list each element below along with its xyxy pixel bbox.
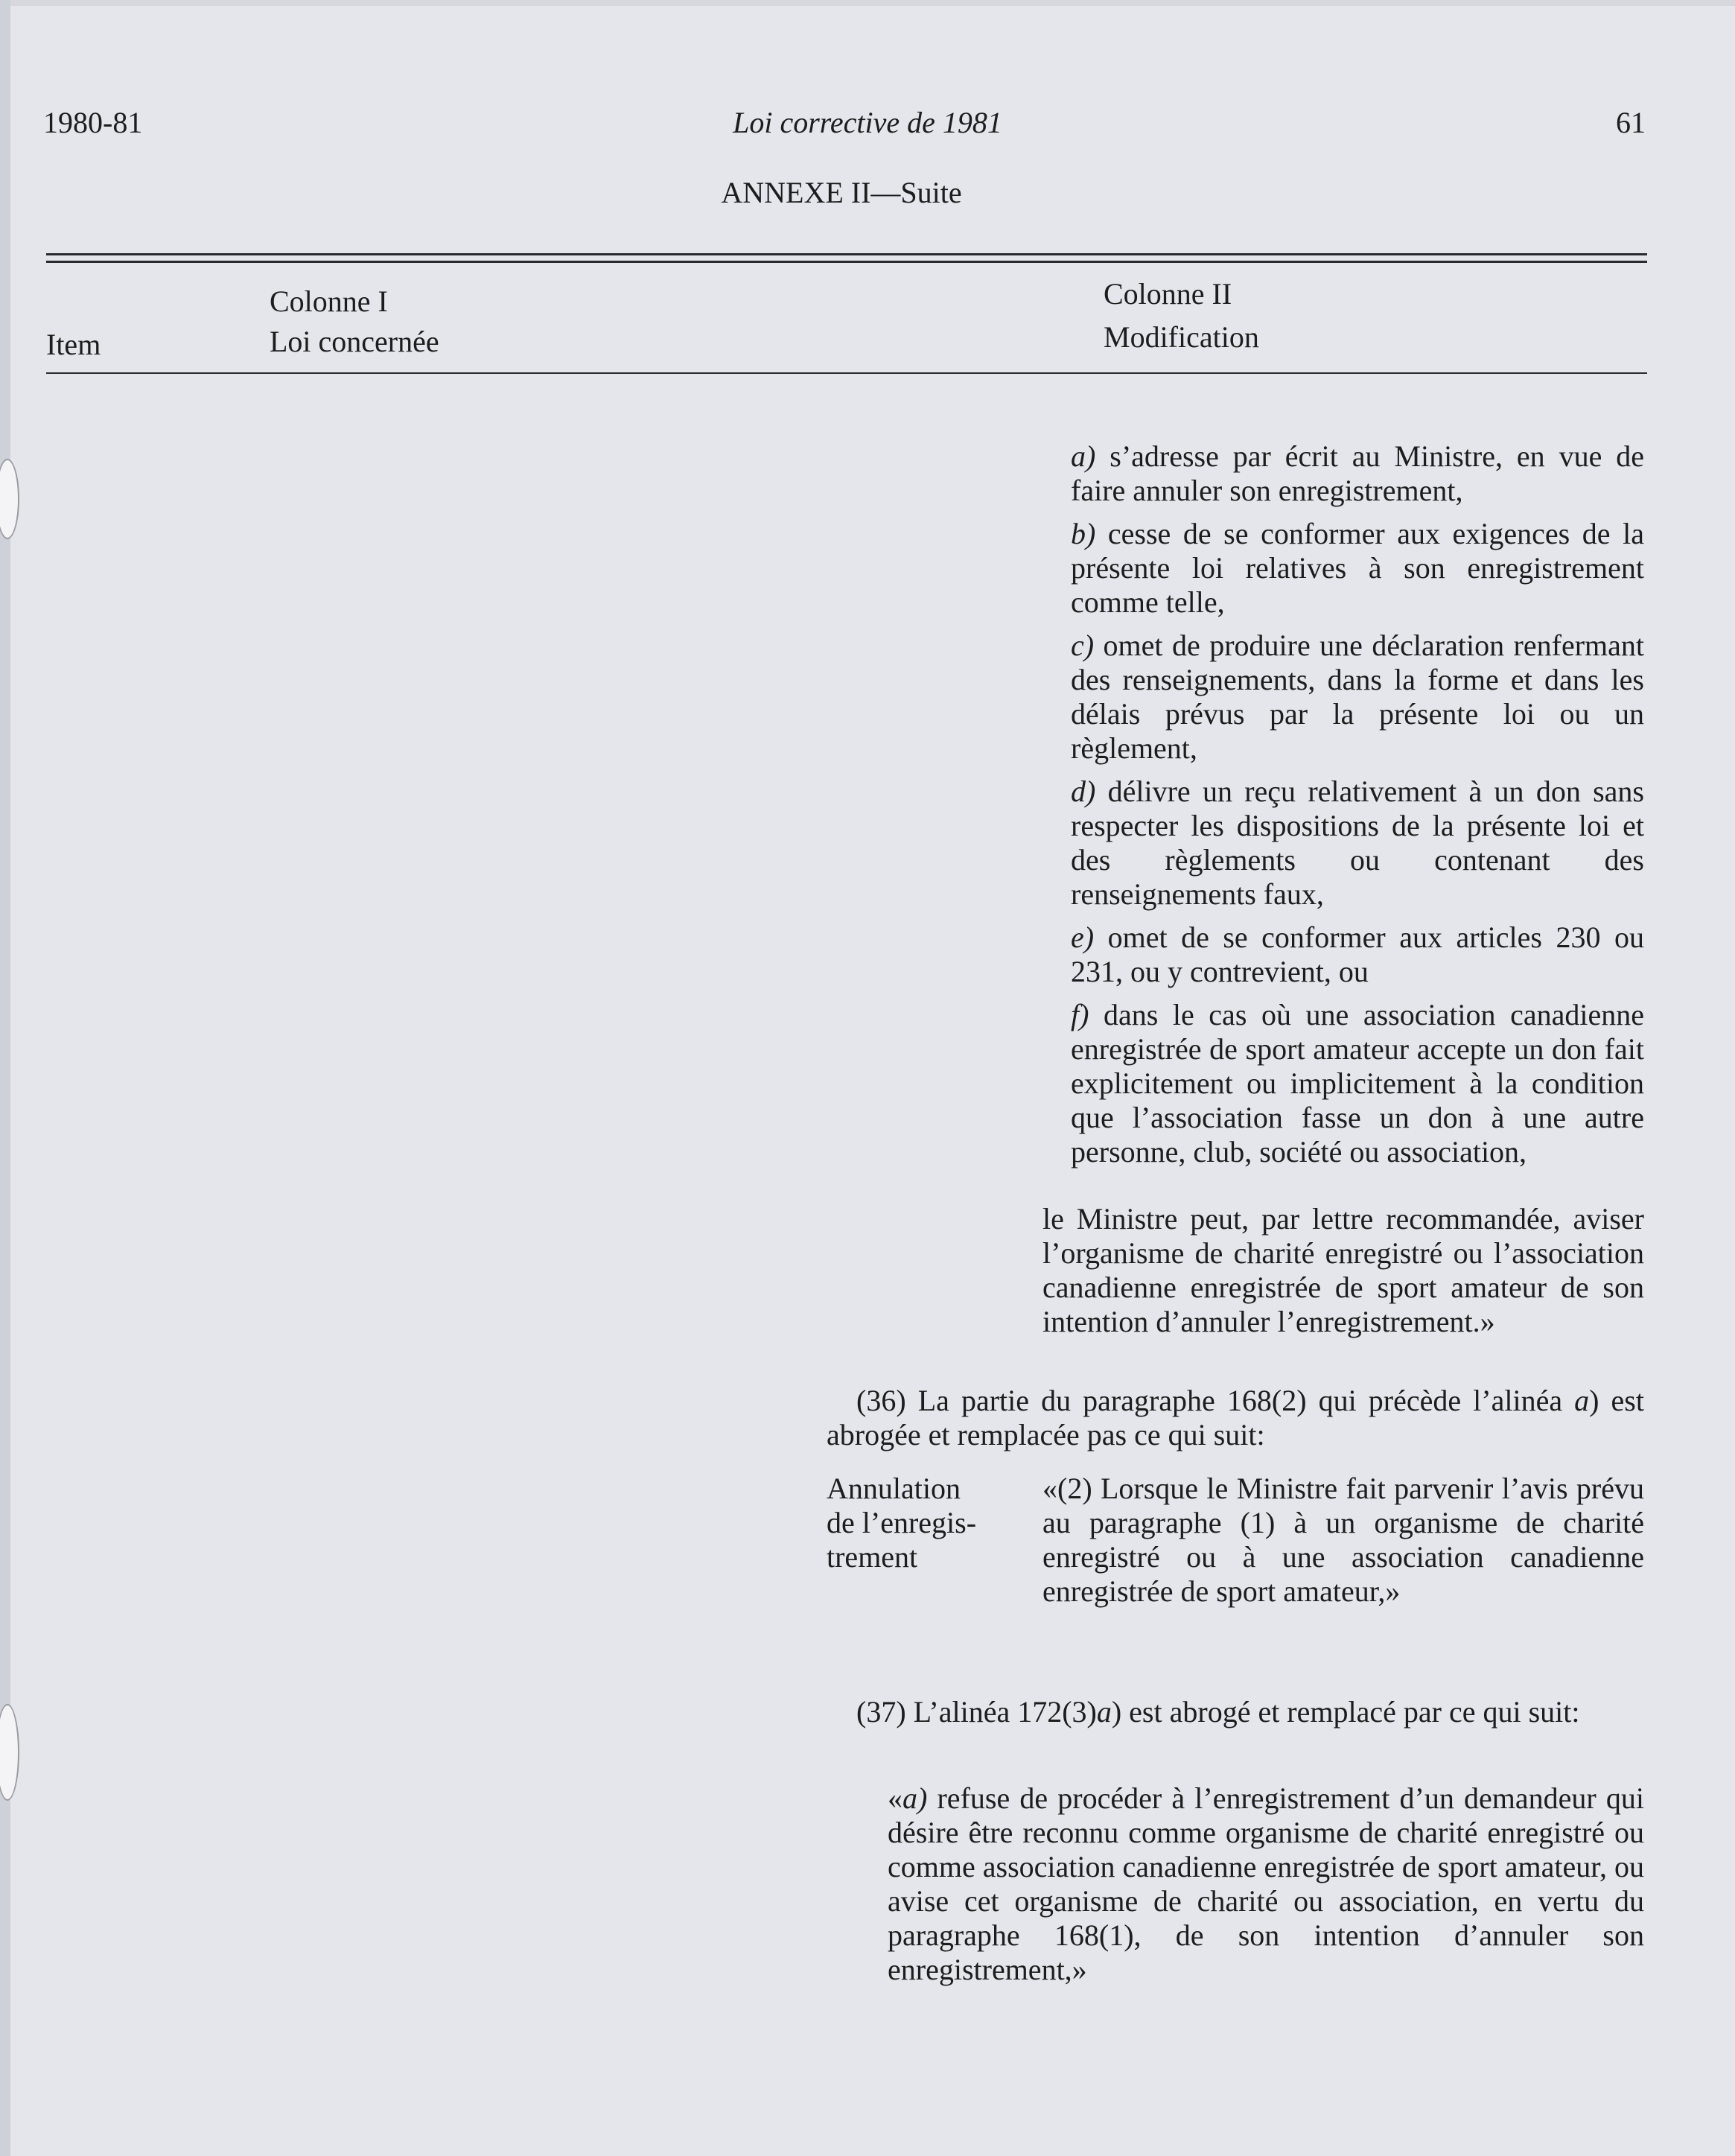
paragraph-36-intro-text: (36) La partie du paragraphe 168(2) qui précède l’alinéa — [856, 1384, 1575, 1417]
paragraph-37-text — [888, 1781, 1644, 1987]
paragraph-37-intro — [827, 1695, 1644, 1729]
paragraph-37-body: refuse de procéder à l’enregistrement d’un demandeur qui désire être reconnu comme organisme de charité enregistré ou comme association canadienne enregistrée de sport amateur, ou avise cet organisme de charité ou association, en vertu du paragraphe 168(1), de son intention d’annuler son enregistrement,» — [888, 1781, 1644, 1986]
table-header-rule — [46, 372, 1647, 374]
paragraph-37-intro-end: ) est abrogé et remplacé par ce qui suit: — [1111, 1695, 1580, 1729]
column-item-header: Item — [46, 328, 101, 361]
margin-note-line-1: Annulation — [827, 1472, 961, 1505]
column-2-subtitle: Modification — [1104, 320, 1259, 354]
paragraph-37-intro-italic: a — [1096, 1695, 1112, 1729]
binder-hole-bottom — [0, 1704, 19, 1801]
header-year: 1980-81 — [43, 106, 143, 139]
margin-note-line-2: de l’enregis- — [827, 1506, 977, 1539]
item-letter: a) — [902, 1781, 928, 1815]
list-item — [1071, 775, 1644, 912]
item-letter: b) — [1071, 517, 1096, 550]
list-item — [1071, 629, 1644, 766]
item-text: s’adresse par écrit au Ministre, en vue de faire annuler son enregistrement, — [1071, 439, 1644, 507]
column-1-subtitle: Loi concernée — [270, 325, 439, 358]
item-letter: e) — [1071, 920, 1095, 954]
paragraph-36-text: «(2) Lorsque le Ministre fait parvenir l’avis prévu au paragraphe (1) à un organisme de charité enregistré ou à une association canadienne enregistrée de sport amateur,» — [1042, 1472, 1644, 1608]
page-number: 61 — [1616, 106, 1646, 139]
binder-hole-top — [0, 459, 19, 539]
column-2-title: Colonne II — [1104, 277, 1232, 311]
item-text: omet de se conformer aux articles 230 ou 231, ou y contrevient, ou — [1071, 920, 1644, 988]
item-text: délivre un reçu relativement à un don sans respecter les dispositions de la présente loi et des règlements ou contenant des renseignements faux, — [1071, 775, 1644, 911]
item-text: dans le cas où une association canadienne enregistrée de sport amateur accepte un don fait explicitement ou implicitement à la condition que l’association fasse un don à une autre personne, club, société ou association, — [1071, 998, 1644, 1168]
items-168-list — [1071, 439, 1644, 1169]
item-letter: a) — [1071, 439, 1096, 473]
page-top-edge — [0, 0, 1735, 6]
paragraph-36-intro — [827, 1384, 1644, 1452]
item-letter: f) — [1071, 998, 1089, 1031]
paragraph-37-intro-text: (37) L’alinéa 172(3) — [856, 1695, 1097, 1729]
paragraph-36-intro-end: ) est abrogée et remplacée pas ce qui suit: — [827, 1384, 1644, 1451]
column-1-title: Colonne I — [270, 284, 388, 318]
quote-mark: « — [888, 1781, 902, 1815]
list-item — [1071, 439, 1644, 508]
header-title: Loi corrective de 1981 — [733, 106, 1002, 139]
item-text: cesse de se conformer aux exigences de la présente loi relatives à son enregistrement comme telle, — [1071, 517, 1644, 619]
item-letter: c) — [1071, 629, 1095, 662]
item-letter: d) — [1071, 775, 1096, 808]
list-item — [1071, 920, 1644, 989]
page-left-edge — [0, 0, 10, 2156]
list-item — [1071, 517, 1644, 620]
table-top-rule — [46, 253, 1647, 255]
list-item — [1071, 998, 1644, 1169]
closing-paragraph-168: le Ministre peut, par lettre recommandée, aviser l’organisme de charité enregistré ou l’association canadienne enregistrée de sport amateur de son intention d’annuler l’enregistrement.» — [1042, 1202, 1644, 1338]
paragraph-36-intro-italic: a — [1574, 1384, 1590, 1417]
item-text: omet de produire une déclaration renfermant des renseignements, dans la forme et dans les délais prévus par la présente loi ou un règlement, — [1071, 629, 1644, 765]
margin-note-line-3: trement — [827, 1540, 918, 1574]
annex-heading: ANNEXE II—Suite — [721, 176, 962, 209]
table-top-rule-second — [46, 261, 1647, 263]
